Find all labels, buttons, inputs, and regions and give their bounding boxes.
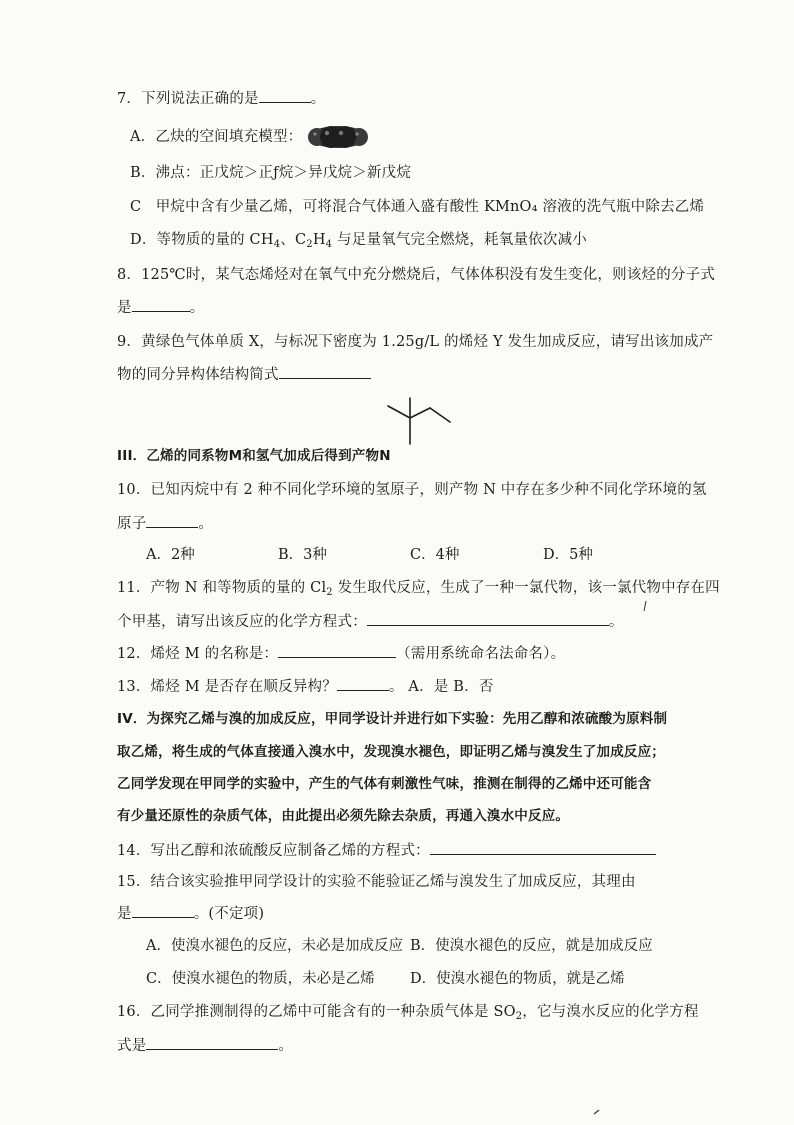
- q10-option-d[interactable]: D．5种: [543, 547, 593, 563]
- q8-line2: 是 。: [117, 297, 204, 318]
- q9-line2: 物的同分异构体结构简式: [117, 364, 371, 385]
- q7-option-a: A．乙炔的空间填充模型：: [130, 124, 369, 150]
- q10-option-b[interactable]: B．3种: [278, 547, 327, 563]
- q10-option-c[interactable]: C．4种: [410, 547, 460, 563]
- answer-blank[interactable]: [278, 643, 396, 658]
- q7-option-b: B．沸点：正戊烷＞正ƒ烷＞异戊烷＞新戊烷: [130, 165, 412, 181]
- answer-blank[interactable]: [279, 364, 371, 379]
- q15-line2: 是 。(不定项): [117, 903, 264, 924]
- section-3-heading: III．乙烯的同系物M和氢气加成后得到产物N: [117, 448, 391, 464]
- q9-line1: 9．黄绿色气体单质 X，与标况下密度为 1.25g/L 的烯烃 Y 发生加成反应，请写出该加成产: [117, 334, 714, 350]
- q16-line1: 16．乙同学推测制得的乙烯中可能含有的一种杂质气体是 $SO_2$，它与溴水反应的化学方程: [117, 1004, 699, 1022]
- answer-blank[interactable]: [146, 1035, 278, 1050]
- q7-option-c: C 甲烷中含有少量乙烯，可将混合气体通入盛有酸性 KMnO₄ 溶液的洗气瓶中除去乙烯: [130, 199, 705, 215]
- q10-line2: 原子 。: [117, 513, 213, 534]
- q15-option-a[interactable]: A．使溴水褪色的反应，未必是加成反应: [146, 938, 403, 954]
- answer-blank[interactable]: [259, 88, 311, 103]
- section-4-line3: 乙同学发现在甲同学的实验中，产生的气体有刺激性气味，推测在制得的乙烯中还可能含: [117, 776, 652, 792]
- q12-line: 12．烯烃 M 的名称是： （需用系统命名法命名）。: [117, 643, 565, 664]
- acetylene-space-filling-model-icon: [307, 124, 369, 150]
- answer-blank[interactable]: [430, 840, 656, 855]
- section-4-line2: 取乙烯，将生成的气体直接通入溴水中，发现溴水褪色，即证明乙烯与溴发生了加成反应；: [117, 744, 665, 760]
- q15-line1: 15．结合该实验推甲同学设计的实验不能验证乙烯与溴发生了加成反应，其理由: [117, 874, 636, 890]
- answer-blank[interactable]: [132, 903, 194, 918]
- skeletal-structure-diagram: [380, 396, 460, 446]
- q7-stem: 7．下列说法正确的是 。: [117, 88, 325, 109]
- section-4-line1: IV．为探究乙烯与溴的加成反应，甲同学设计并进行如下实验：先用乙醇和浓硫酸为原料制: [117, 711, 668, 727]
- answer-blank[interactable]: [337, 676, 389, 691]
- q16-line2: 式是 。: [117, 1035, 293, 1056]
- q11-line1: 11．产物 N 和等物质的量的 $Cl_2$ 发生取代反应，生成了一种一氯代物，该一氯代物中存在四: [117, 580, 720, 598]
- section-4-line4: 有少量还原性的杂质气体，由此提出必须先除去杂质，再通入溴水中反应。: [117, 808, 570, 824]
- answer-blank[interactable]: [146, 513, 198, 528]
- q15-option-b[interactable]: B．使溴水褪色的反应，就是加成反应: [410, 938, 653, 954]
- q13-line: 13．烯烃 M 是否存在顺反异构？ 。 A．是 B．否: [117, 676, 494, 697]
- q14-line: 14．写出乙醇和浓硫酸反应制备乙烯的方程式：: [117, 840, 656, 861]
- answer-blank[interactable]: [367, 611, 609, 626]
- q15-option-d[interactable]: D．使溴水褪色的物质，就是乙烯: [410, 971, 625, 987]
- scan-mark: [642, 600, 648, 612]
- q15-option-c[interactable]: C．使溴水褪色的物质，未必是乙烯: [146, 971, 375, 987]
- q11-line2: 个甲基，请写出该反应的化学方程式： 。: [117, 611, 624, 632]
- q10-line1: 10．已知丙烷中有 2 种不同化学环境的氢原子，则产物 N 中存在多少种不同化学环境的氢: [117, 482, 707, 498]
- scan-mark: [593, 1108, 601, 1116]
- q7-option-d: D．等物质的量的 $CH_4$、$C_2H_4$ 与足量氧气完全燃烧，耗氧量依次减小: [130, 232, 587, 250]
- q8-line1: 8．125℃时，某气态烯烃对在氧气中充分燃烧后，气体体积没有发生变化，则该烃的分子式: [117, 267, 716, 283]
- answer-blank[interactable]: [132, 297, 190, 312]
- q10-option-a[interactable]: A．2种: [146, 547, 195, 563]
